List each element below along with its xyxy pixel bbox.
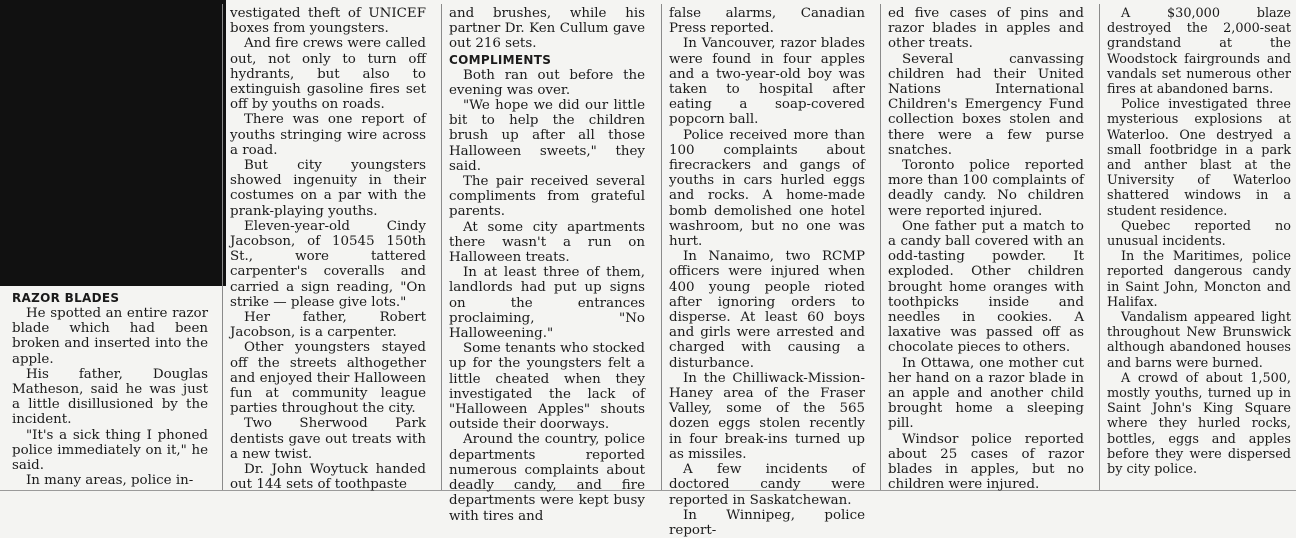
paragraph: The pair received several compliments from grateful parents.	[449, 174, 645, 220]
paragraph: Windsor police reported about 25 cases of razor blades in apples, but no children were injured.	[888, 431, 1084, 493]
paragraph: Vandalism appeared light throughout New Brunswick although abandoned houses and barns were burned.	[1107, 310, 1291, 371]
paragraph: In Vancouver, razor blades were found in four apples and a two-year-old boy was taken to hospital after eating a soap-covered popcorn ball.	[669, 36, 865, 128]
paragraph: Two Sherwood Park dentists gave out treats with a new twist.	[230, 416, 426, 462]
paragraph: Dr. John Woytuck handed out 144 sets of toothpaste	[230, 462, 426, 493]
redacted-black-area	[0, 0, 226, 286]
paragraph: His father, Douglas Matheson, said he was just a little disillusioned by the incident.	[12, 366, 208, 428]
paragraph: In Winnipeg, police report-	[669, 507, 865, 538]
column-6	[1107, 6, 1291, 490]
paragraph: He spotted an entire razor blade which had been broken and inserted into the apple.	[12, 306, 208, 367]
paragraph: and brushes, while his partner Dr. Ken Cullum gave out 216 sets.	[449, 6, 645, 52]
paragraph: ed five cases of pins and razor blades in apples and other treats.	[888, 6, 1084, 52]
paragraph: "It's a sick thing I phoned police immediately on it," he said.	[12, 427, 208, 474]
column-4	[669, 6, 865, 538]
paragraph: Other youngsters stayed off the streets althogether and enjoyed their Halloween fun at community league parties throughout the city.	[230, 340, 426, 417]
paragraph: Toronto police reported more than 100 complaints of deadly candy. No children were reported injured.	[888, 158, 1084, 219]
paragraph: A crowd of about 1,500, mostly youths, turned up in Saint John's King Square where they hurled rocks, bottles, eggs and apples before they were dispersed by city police.	[1107, 370, 1291, 478]
subhead-razor-blades: RAZOR BLADES	[12, 291, 120, 305]
column-1	[12, 290, 208, 490]
paragraph: Police investigated three mysterious explosions at Waterloo. One destryed a small footbridge in a park and anther blast at the University of Waterloo shattered windows in a student residence.	[1107, 97, 1291, 219]
column-rule	[441, 4, 442, 490]
paragraph: Police received more than 100 complaints about firecrackers and gangs of youths in cars hurled eggs and rocks. A home-made bomb demolished one hotel washroom, but no one was hurt.	[669, 127, 865, 250]
paragraph: In the Chilliwack-Mission-Haney area of the Fraser Valley, some of the 565 dozen eggs stolen recently in four break-ins turned up as missiles.	[669, 370, 865, 462]
bottom-rule	[0, 490, 1296, 491]
paragraph: Both ran out before the evening was over.	[449, 67, 645, 98]
paragraph: Eleven-year-old Cindy Jacobson, of 10545 150th St., wore tattered carpenter's coveralls and carried a sign reading, "On strike — please give lots."	[230, 218, 426, 310]
paragraph: "We hope we did our little bit to help the children brush up after all those Halloween sweets," they said.	[449, 98, 645, 174]
column-3	[449, 6, 645, 524]
paragraph: In Ottawa, one mother cut her hand on a razor blade in an apple and another child brought home a sleeping pill.	[888, 355, 1084, 432]
paragraph: Her father, Robert Jacobson, is a carpenter.	[230, 310, 426, 341]
paragraph: A $30,000 blaze destroyed the 2,000-seat grandstand at the Woodstock fairgrounds and vandals set numerous other fires at abandoned barns.	[1107, 6, 1291, 98]
column-rule	[222, 4, 223, 490]
paragraph: At some city apartments there wasn't a run on Halloween treats.	[449, 219, 645, 266]
paragraph: Quebec reported no unusual incidents.	[1107, 218, 1291, 250]
column-rule	[1099, 4, 1100, 490]
paragraph: In Nanaimo, two RCMP officers were injured when 400 young people rioted after ignoring orders to disperse. At least 60 boys and girls were arrested and charged with causing a disturbance.	[669, 249, 865, 371]
paragraph: There was one report of youths stringing wire across a road.	[230, 112, 426, 158]
paragraph: In the Maritimes, police reported dangerous candy in Saint John, Moncton and Halifax.	[1107, 249, 1291, 310]
paragraph: In at least three of them, landlords had put up signs on the entrances proclaiming, "No Halloweening."	[449, 265, 645, 342]
paragraph: A few incidents of doctored candy were reported in Saskatchewan.	[669, 462, 865, 508]
column-rule	[880, 4, 881, 490]
paragraph: false alarms, Canadian Press reported.	[669, 6, 865, 37]
paragraph: Some tenants who stocked up for the youngsters felt a little cheated when they investigated the lack of "Halloween Apples" shouts outside their doorways.	[449, 341, 645, 433]
paragraph: vestigated theft of UNICEF boxes from youngsters.	[230, 6, 426, 37]
paragraph: One father put a match to a candy ball covered with an odd-tasting powder. It exploded. Other children brought home oranges with toothpicks inside and needles in cookies. A laxative was passed off as chocolate pieces to others.	[888, 218, 1084, 356]
column-5	[888, 6, 1084, 493]
paragraph: Several canvassing children had their United Nations International Children's Emergency Fund collection boxes stolen and there were a few purse snatches.	[888, 51, 1084, 158]
subhead-compliments: COMPLIMENTS	[449, 52, 552, 67]
paragraph: In many areas, police in-	[26, 473, 194, 489]
column-rule	[661, 4, 662, 490]
paragraph: But city youngsters showed ingenuity in their costumes on a par with the prank-playing youths.	[230, 158, 426, 219]
column-2	[230, 6, 426, 493]
paragraph: And fire crews were called out, not only to turn off hydrants, but also to extinguish gasoline fires set off by youths on roads.	[230, 36, 426, 113]
paragraph: Around the country, police departments reported numerous complaints about deadly candy, and fire departments were kept busy with tires and	[449, 432, 645, 524]
